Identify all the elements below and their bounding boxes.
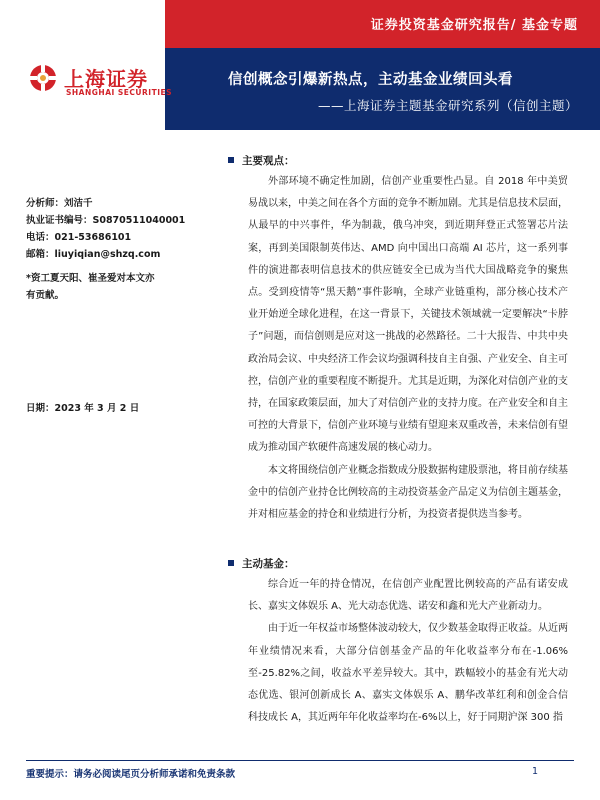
active-fund-body: [248, 574, 568, 729]
logo-name-cn: 上海证券: [64, 67, 148, 91]
main-view-paragraph-2: 本文将围绕信创产业概念指数成分股数据构建股票池，将目前存续基金中的信创产业持仓比例较高的主动投资基金产品定义为信创主题基金，并对相应基金的持仓和业绩进行分析，为投资者提供迭当参考。: [248, 464, 568, 521]
section-heading-active-fund: 主动基金：: [228, 556, 295, 571]
shanghai-securities-logo-icon: [28, 63, 58, 93]
main-view-body: [248, 171, 568, 526]
section-heading-main-view: 主要观点：: [228, 153, 295, 168]
analyst-phone: 电话：021-53686101: [26, 232, 132, 243]
active-fund-paragraph-2: 由于近一年权益市场整体波动较大，仅少数基金取得正收益。从近两年业绩情况来看，大部分信创基金产品的年化收益率分布在-1.06%至-25.82%之间，收益水平差异较大。其中，跌幅较小的基金有光大动态优选、银河创新成长 A、嘉实文体娱乐 A、鹏华改革红利和创金合信科技成长 A，其近两年年化收益率均在-6%以上，好于同期沪深 300 指: [248, 623, 568, 724]
header-red-band: [165, 0, 600, 48]
footer-divider: [26, 760, 574, 761]
bullet-square-icon: [228, 560, 234, 566]
active-fund-paragraph-1: 综合近一年的持仓情况，在信创产业配置比例较高的产品有诺安成长、嘉实文体娱乐 A、光大动态优选、诺安和鑫和光大产业新动力。: [248, 579, 568, 613]
report-subtitle: ——上海证券主题基金研究系列（信创主题）: [317, 98, 578, 113]
analyst-license: 执业证书编号：S0870511040001: [26, 215, 186, 226]
footer-notice: 重要提示：请务必阅读尾页分析师承诺和免责条款: [26, 769, 236, 780]
main-view-paragraph-1: 外部环境不确定性加剧，信创产业重要性凸显。自 2018 年中美贸易战以来，中美之间在各个方面的竞争不断加剧。尤其是信息技术层面，从最早的中兴事件，华为制裁，俄乌冲突，到近期拜登正式签署芯片法案，再到美国限制英伟达、AMD 向中国出口高端 AI 芯片，这一系列事件的演进都表明信息技术的供应链安全已成为当代大国战略竞争的聚焦点。受到疫情等“黑天鹅”事件影响，全球产业链重构，部分核心技术产业开始逆全球化进程，在这一背景下，关键技术领域就一定要解决“卡脖子”问题，而信创则是应对这一挑战的必然路径。二十大报告、中共中央政治局会议、中央经济工作会议均强调科技自主自强、产业安全、自主可控，信创产业的重要程度不断提升。尤其是近期，为深化对信创产业的支持，在国家政策层面，加大了对信创产业的支持力度。在产业安全和自主可控的大背景下，信创产业环境与业绩有望迎来双重改善，未来信创有望成为推动国产软硬件高速发展的核心动力。: [248, 176, 568, 454]
analyst-email: 邮箱：liuyiqian@shzq.com: [26, 249, 161, 260]
header-dark-band: [165, 48, 600, 130]
report-type: 证券投资基金研究报告/ 基金专题: [370, 18, 578, 33]
report-date: 日期：2023 年 3 月 2 日: [26, 403, 140, 414]
logo-name-en: SHANGHAI SECURITIES: [66, 88, 173, 97]
analyst-name: 分析师：刘洁千: [26, 198, 93, 209]
sidebar: [0, 130, 186, 762]
bullet-square-icon: [228, 157, 234, 163]
contributors-note: *资工夏天阳、崔圣爱对本文亦有贡献。: [26, 273, 155, 301]
report-title: 信创概念引爆新热点，主动基金业绩回头看: [228, 72, 513, 88]
page-number: 1: [532, 766, 539, 777]
